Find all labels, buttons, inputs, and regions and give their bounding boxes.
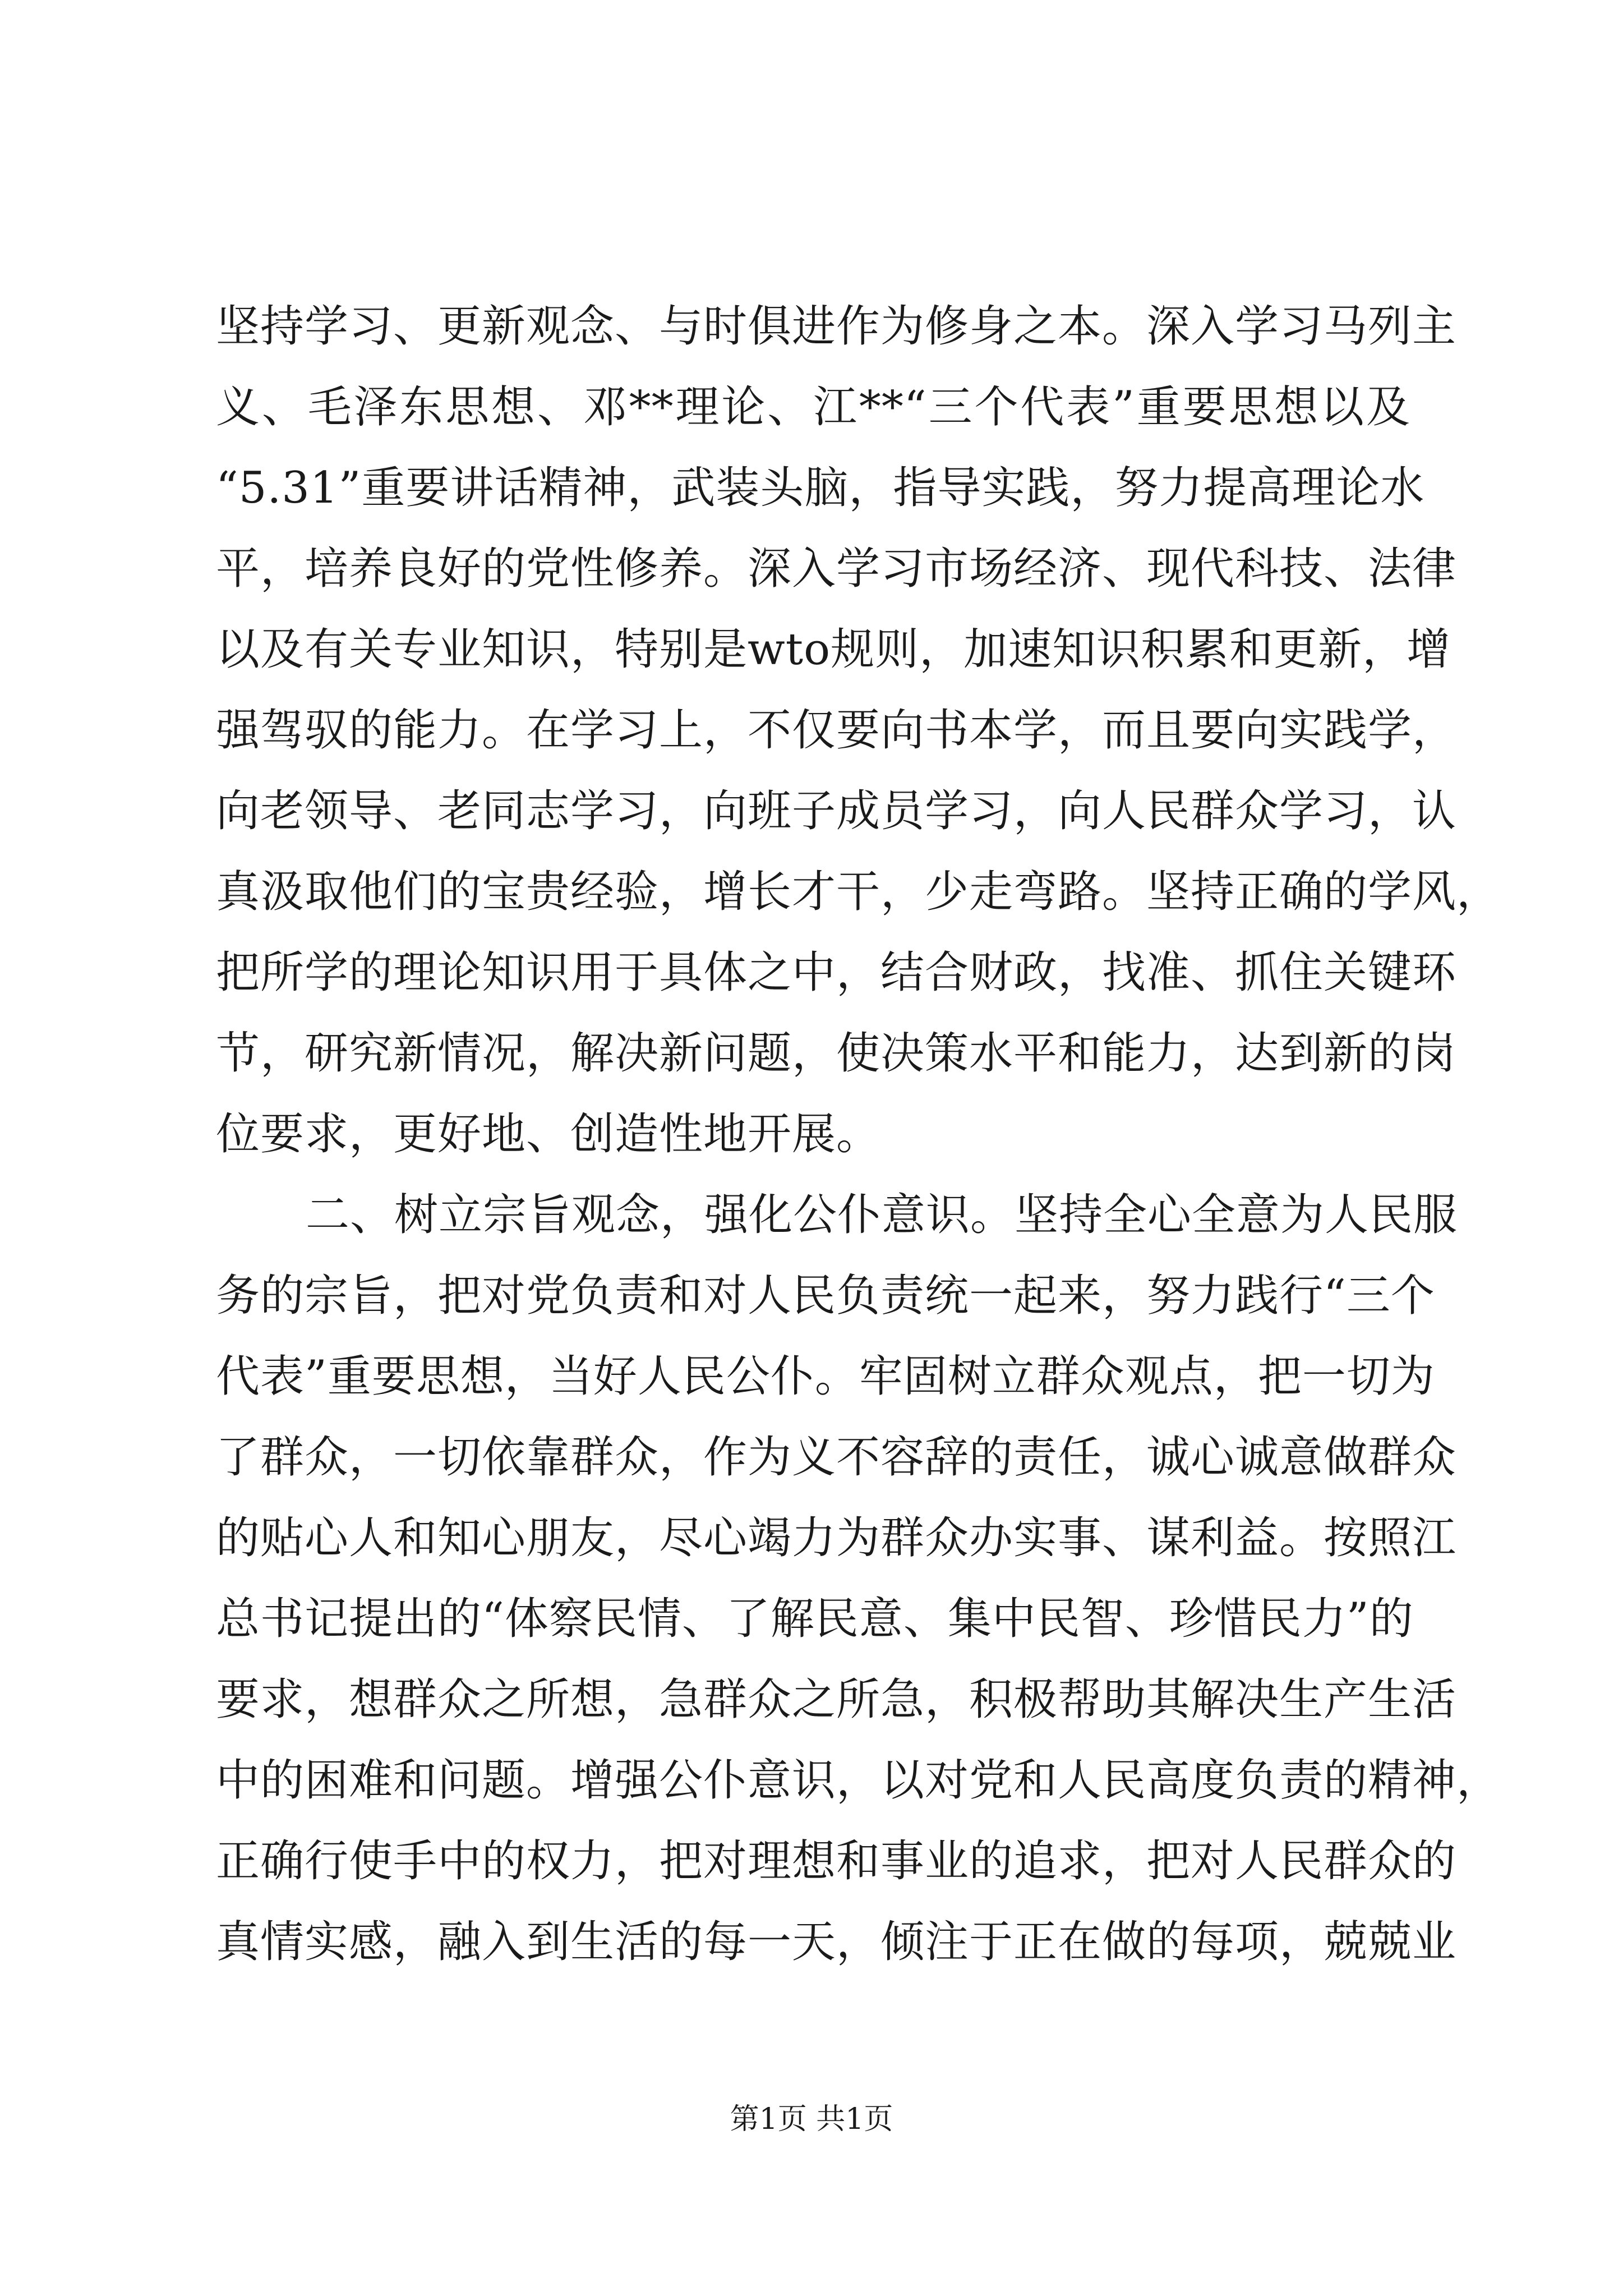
text-line: 以及有关专业知识，特别是wto规则，加速知识积累和更新，增: [216, 624, 1451, 675]
text-line: 正确行使手中的权力，把对理想和事业的追求，把对人民群众的: [216, 1836, 1457, 1887]
text-line: 中的困难和问题。增强公仆意识，以对党和人民高度负责的精神，: [216, 1755, 1501, 1806]
text-line: 的贴心人和知心朋友，尽心竭力为群众办实事、谋利益。按照江: [216, 1513, 1457, 1563]
text-line: 向老领导、老同志学习，向班子成员学习，向人民群众学习，认: [216, 786, 1457, 836]
text-line: 真汲取他们的宝贵经验，增长才干，少走弯路。坚持正确的学风，: [216, 867, 1501, 917]
text-line: 代表”重要思想，当好人民公仆。牢固树立群众观点，把一切为: [216, 1351, 1435, 1402]
paragraph-start-line: 二、树立宗旨观念，强化公仆意识。坚持全心全意为人民服: [306, 1190, 1458, 1240]
text-line: 强驾驭的能力。在学习上，不仅要向书本学，而且要向实践学，: [216, 705, 1457, 756]
text-line: 真情实感，融入到生活的每一天，倾注于正在做的每项，兢兢业: [216, 1917, 1457, 1967]
text-line: 平，培养良好的党性修养。深入学习市场经济、现代科技、法律: [216, 544, 1457, 594]
text-line: “5.31”重要讲话精神，武装头脑，指导实践，努力提高理论水: [216, 463, 1425, 513]
text-line: 务的宗旨，把对党负责和对人民负责统一起来，努力践行“三个: [216, 1271, 1435, 1321]
text-line: 要求，想群众之所想，急群众之所急，积极帮助其解决生产生活: [216, 1674, 1457, 1725]
body-text: [216, 286, 1501, 1982]
page-footer: 第1页 共1页: [730, 2102, 893, 2136]
text-line: 位要求，更好地、创造性地开展。: [216, 1109, 881, 1159]
text-line: 义、毛泽东思想、邓**理论、江**“三个代表”重要思想以及: [216, 382, 1410, 432]
text-line: 了群众，一切依靠群众，作为义不容辞的责任，诚心诚意做群众: [216, 1432, 1457, 1483]
text-line: 总书记提出的“体察民情、了解民意、集中民智、珍惜民力”的: [216, 1594, 1414, 1644]
text-line: 节，研究新情况，解决新问题，使决策水平和能力，达到新的岗: [216, 1028, 1457, 1079]
text-line: 把所学的理论知识用于具体之中，结合财政，找准、抓住关键环: [216, 947, 1457, 998]
text-line: 坚持学习、更新观念、与时俱进作为修身之本。深入学习马列主: [216, 301, 1457, 352]
